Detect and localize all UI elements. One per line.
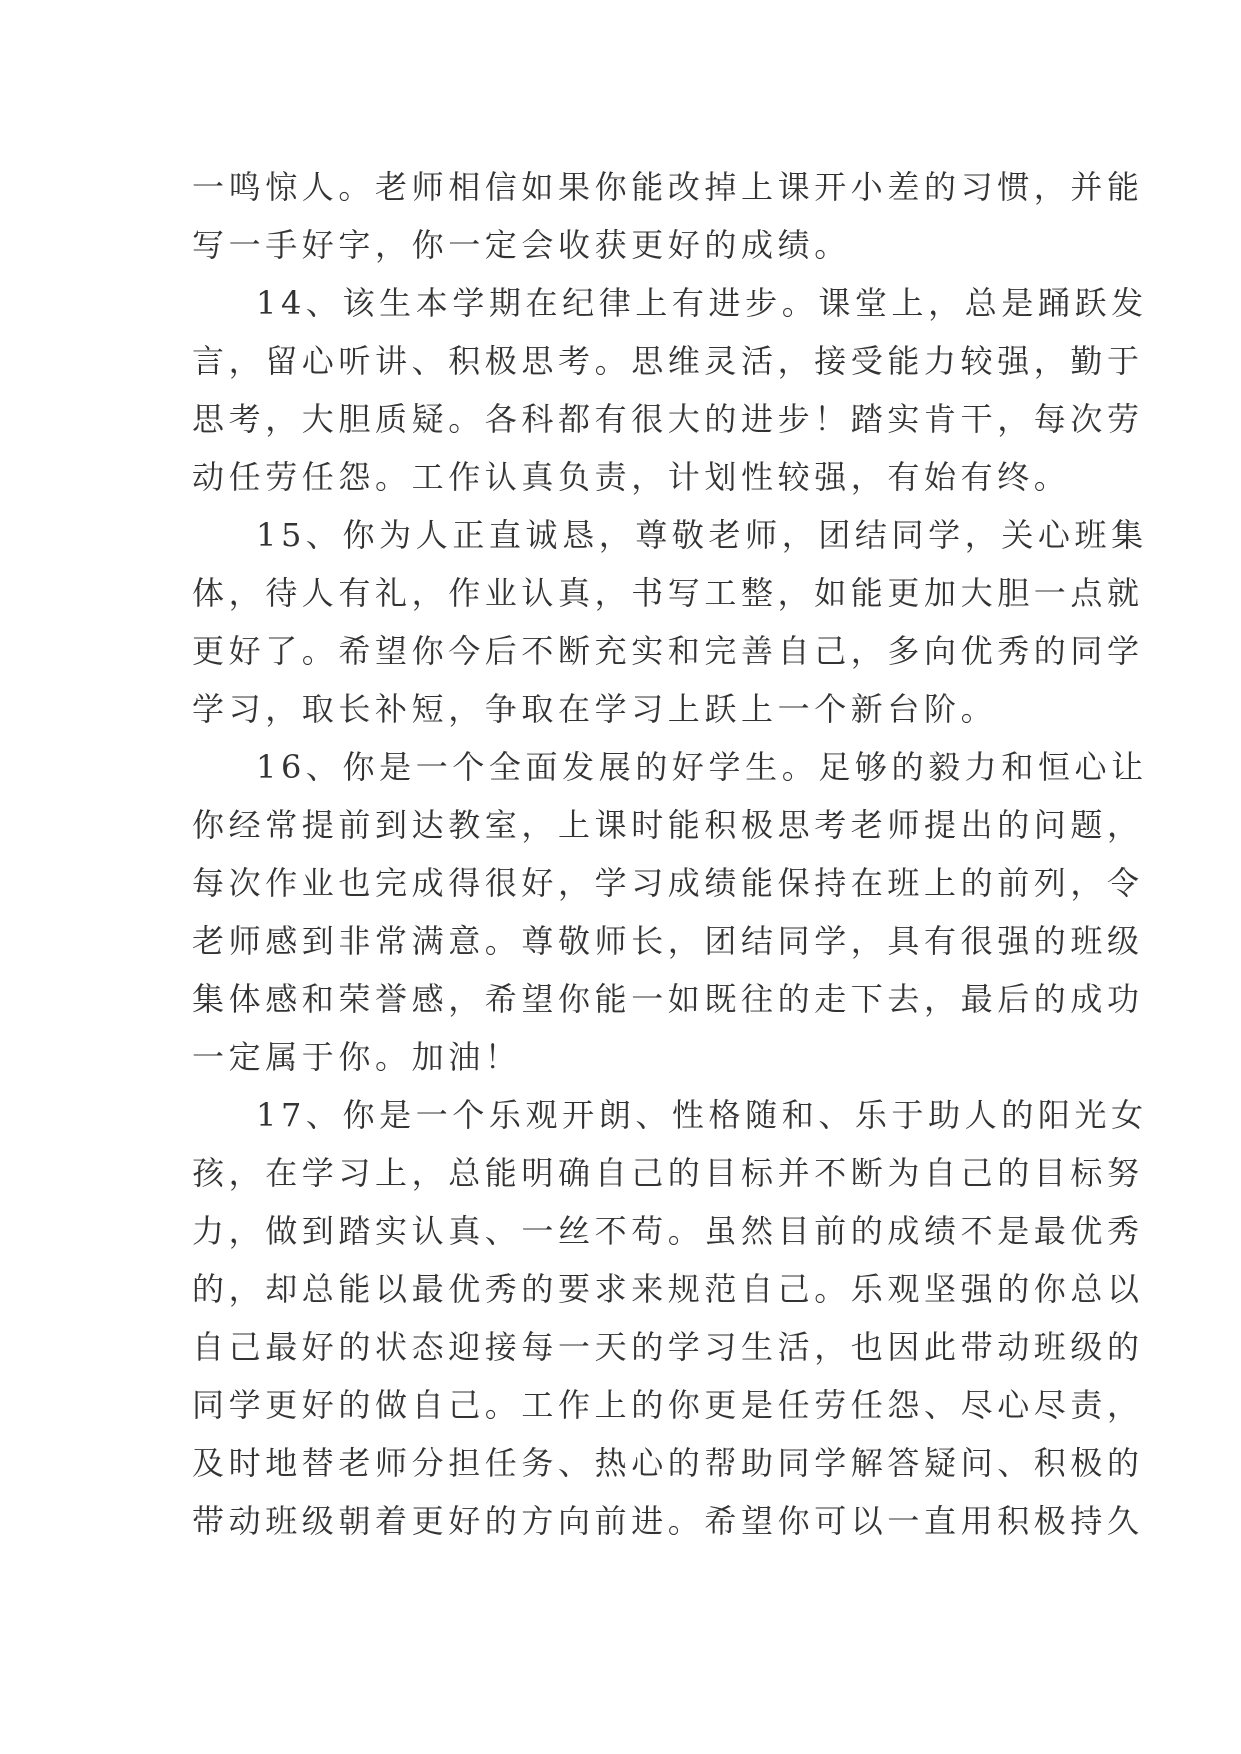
paragraph-14-first-line: 14、该生本学期在纪律上有进步。课堂上，总是踊跃发 <box>256 284 1148 322</box>
text-line: 学习，取长补短，争取在学习上跃上一个新台阶。 <box>192 690 998 728</box>
text-line: 写一手好字，你一定会收获更好的成绩。 <box>192 226 851 264</box>
document-body <box>192 158 1148 1550</box>
text-line: 同学更好的做自己。工作上的你更是任劳任怨、尽心尽责， <box>192 1386 1144 1424</box>
text-line: 老师感到非常满意。尊敬师长，团结同学，具有很强的班级 <box>192 922 1144 960</box>
text-line: 每次作业也完成得很好，学习成绩能保持在班上的前列，令 <box>192 864 1144 902</box>
text-line: 带动班级朝着更好的方向前进。希望你可以一直用积极持久 <box>192 1502 1144 1540</box>
text-line: 孩，在学习上，总能明确自己的目标并不断为自己的目标努 <box>192 1154 1144 1192</box>
text-line: 一定属于你。加油！ <box>192 1038 522 1076</box>
text-line: 的，却总能以最优秀的要求来规范自己。乐观坚强的你总以 <box>192 1270 1144 1308</box>
text-line: 自己最好的状态迎接每一天的学习生活，也因此带动班级的 <box>192 1328 1144 1366</box>
text-line: 动任劳任怨。工作认真负责，计划性较强，有始有终。 <box>192 458 1071 496</box>
text-line: 体，待人有礼，作业认真，书写工整，如能更加大胆一点就 <box>192 574 1144 612</box>
text-line: 及时地替老师分担任务、热心的帮助同学解答疑问、积极的 <box>192 1444 1144 1482</box>
paragraph-16-first-line: 16、你是一个全面发展的好学生。足够的毅力和恒心让 <box>256 748 1148 786</box>
text-line: 集体感和荣誉感，希望你能一如既往的走下去，最后的成功 <box>192 980 1144 1018</box>
text-line: 你经常提前到达教室，上课时能积极思考老师提出的问题， <box>192 806 1144 844</box>
text-line: 力，做到踏实认真、一丝不苟。虽然目前的成绩不是最优秀 <box>192 1212 1144 1250</box>
text-line: 更好了。希望你今后不断充实和完善自己，多向优秀的同学 <box>192 632 1144 670</box>
text-line: 思考，大胆质疑。各科都有很大的进步！踏实肯干，每次劳 <box>192 400 1144 438</box>
text-line: 言，留心听讲、积极思考。思维灵活，接受能力较强，勤于 <box>192 342 1144 380</box>
paragraph-17-first-line: 17、你是一个乐观开朗、性格随和、乐于助人的阳光女 <box>256 1096 1148 1134</box>
text-line: 一鸣惊人。老师相信如果你能改掉上课开小差的习惯，并能 <box>192 168 1144 206</box>
paragraph-15-first-line: 15、你为人正直诚恳，尊敬老师，团结同学，关心班集 <box>256 516 1148 554</box>
